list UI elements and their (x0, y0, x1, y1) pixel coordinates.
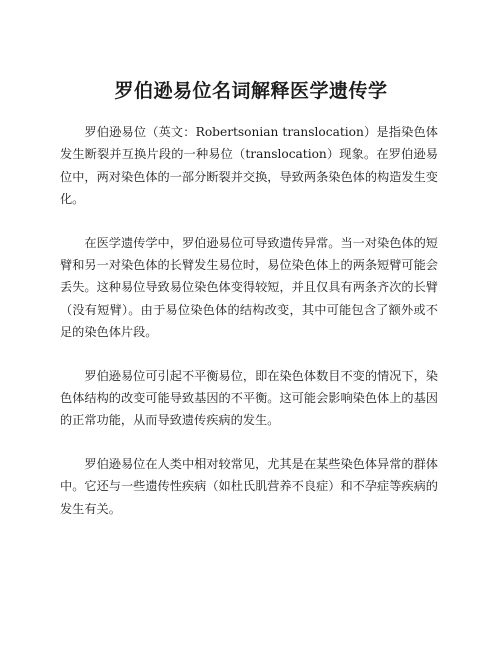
paragraph-3: 罗伯逊易位可引起不平衡易位，即在染色体数目不变的情况下，染色体结构的改变可能导致基因的不平衡。这可能会影响染色体上的基因的正常功能，从而导致遗传疾病的发生。 (60, 368, 438, 428)
paragraph-2: 在医学遗传学中，罗伯逊易位可导致遗传异常。当一对染色体的短臂和另一对染色体的长臂发生易位时，易位染色体上的两条短臂可能会丢失。这种易位导致易位染色体变得较短，并且仅具有两条齐次的长臂（没有短臂）。由于易位染色体的结构改变，其中可能包含了额外或不足的染色体片段。 (60, 235, 438, 340)
document-title: 罗伯逊易位名词解释医学遗传学 (114, 80, 388, 102)
document-body (60, 121, 438, 541)
paragraph-4: 罗伯逊易位在人类中相对较常见，尤其是在某些染色体异常的群体中。它还与一些遗传性疾病（如杜氏肌营养不良症）和不孕症等疾病的发生有关。 (60, 456, 438, 516)
paragraph-1: 罗伯逊易位（英文：Robertsonian translocation）是指染色体发生断裂并互换片段的一种易位（translocation）现象。在罗伯逊易位中，两对染色体的一部分断裂并交换，导致两条染色体的构造发生变化。 (60, 125, 438, 207)
